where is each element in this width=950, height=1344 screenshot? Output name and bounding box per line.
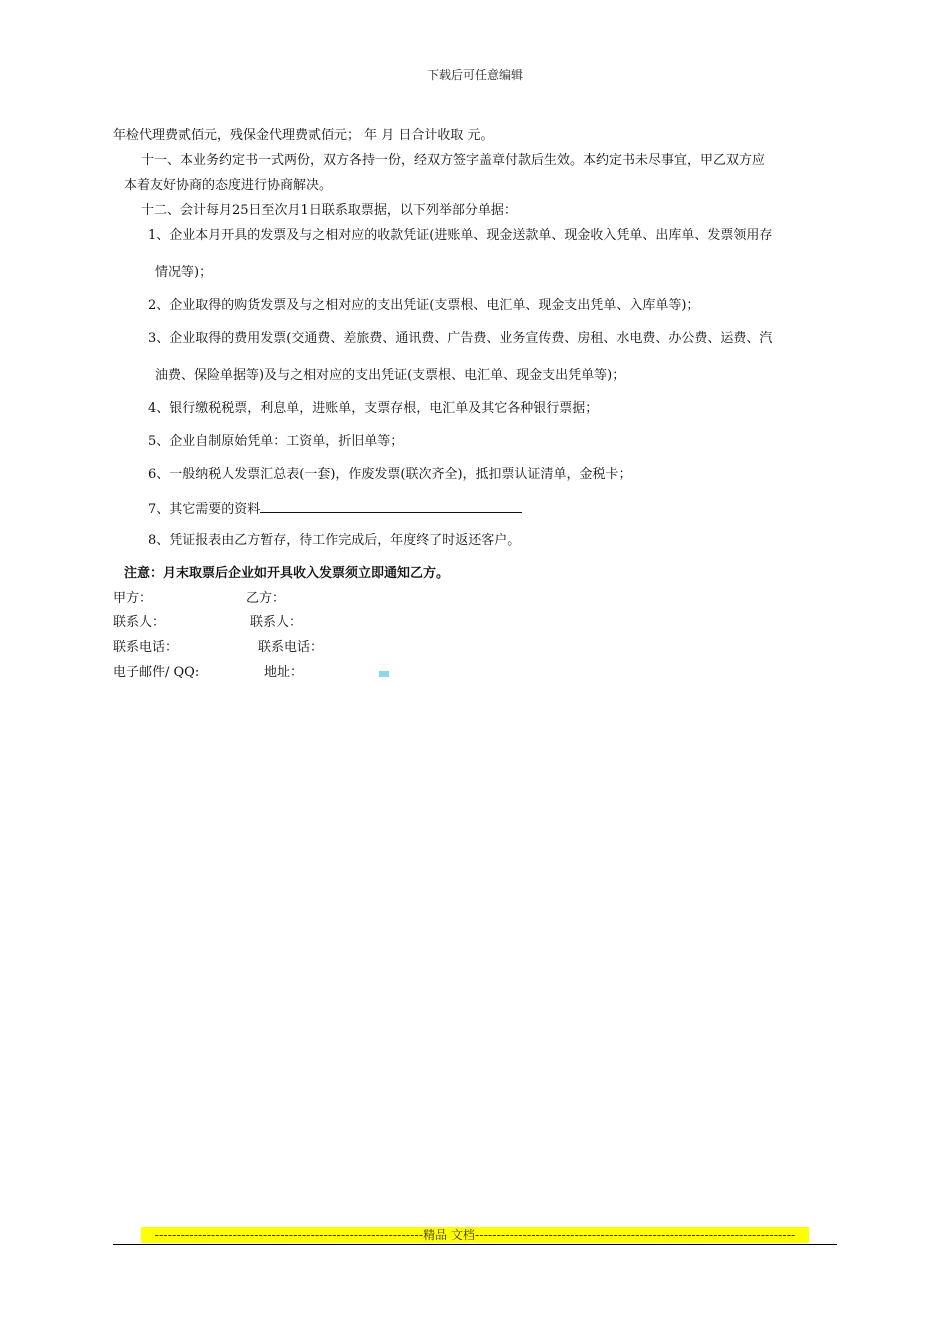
list-item-1-line1: 1、企业本月开具的发票及与之相对应的收款凭证(进账单、现金送款单、现金收入凭单、出库单、发票领用存 bbox=[148, 228, 773, 243]
footer-dashes-right: -------------------------------------------------------------------------- bbox=[474, 1228, 796, 1242]
list-item-7-label: 7、其它需要的资料 bbox=[148, 502, 261, 517]
list-item-6: 6、一般纳税人发票汇总表(一套)，作废发票(联次齐全)，抵扣票认证清单，金税卡； bbox=[148, 467, 632, 482]
clause-11-line1: 十一、本业务约定书一式两份，双方各持一份，经双方签字盖章付款后生效。本约定书未尽事宜，甲乙双方应 bbox=[141, 153, 766, 168]
list-item-3-line2: 油费、保险单据等)及与之相对应的支出凭证(支票根、电汇单、现金支出凭单等)； bbox=[155, 368, 626, 383]
email-a-label: 电子邮件/ QQ: bbox=[113, 665, 200, 680]
party-a-label: 甲方： bbox=[113, 591, 153, 606]
footer-dashes-left: -------------------------------------------------------------- bbox=[154, 1228, 424, 1242]
clause-11-line2: 本着友好协商的态度进行协商解决。 bbox=[124, 178, 333, 193]
phone-a-label: 联系电话： bbox=[113, 640, 179, 655]
contact-a-label: 联系人： bbox=[113, 615, 166, 630]
list-item-3-line1: 3、企业取得的费用发票(交通费、差旅费、通讯费、广告费、业务宣传费、房租、水电费、办公费、运费、汽 bbox=[148, 331, 773, 346]
notice: 注意：月末取票后企业如开具收入发票须立即通知乙方。 bbox=[124, 566, 450, 581]
footer-rule bbox=[113, 1244, 837, 1245]
list-item-7 bbox=[148, 499, 522, 519]
highlight-marker bbox=[379, 671, 389, 677]
phone-b-label: 联系电话： bbox=[258, 640, 324, 655]
list-item-2: 2、企业取得的购货发票及与之相对应的支出凭证(支票根、电汇单、现金支出凭单、入库单等)； bbox=[148, 298, 700, 313]
footer-label: 精品 文档 bbox=[423, 1228, 475, 1242]
list-item-1-line2: 情况等)； bbox=[155, 265, 213, 280]
clause-12: 十二、会计每月25日至次月1日联系取票据，以下列举部分单据： bbox=[141, 203, 517, 218]
fee-line: 年检代理费贰佰元，残保金代理费贰佰元； 年 月 日合计收取 元。 bbox=[113, 128, 494, 143]
party-b-label: 乙方： bbox=[246, 591, 286, 606]
contact-b-label: 联系人： bbox=[250, 615, 303, 630]
list-item-8: 8、凭证报表由乙方暂存，待工作完成后，年度终了时返还客户。 bbox=[148, 533, 521, 548]
list-item-4: 4、银行缴税税票，利息单，进账单，支票存根，电汇单及其它各种银行票据； bbox=[148, 401, 599, 416]
fill-in-blank bbox=[260, 499, 522, 513]
address-b-label: 地址： bbox=[264, 665, 304, 680]
page-footer bbox=[141, 1227, 809, 1243]
list-item-5: 5、企业自制原始凭单：工资单，折旧单等； bbox=[148, 434, 404, 449]
page-header: 下载后可任意编辑 bbox=[426, 68, 523, 82]
